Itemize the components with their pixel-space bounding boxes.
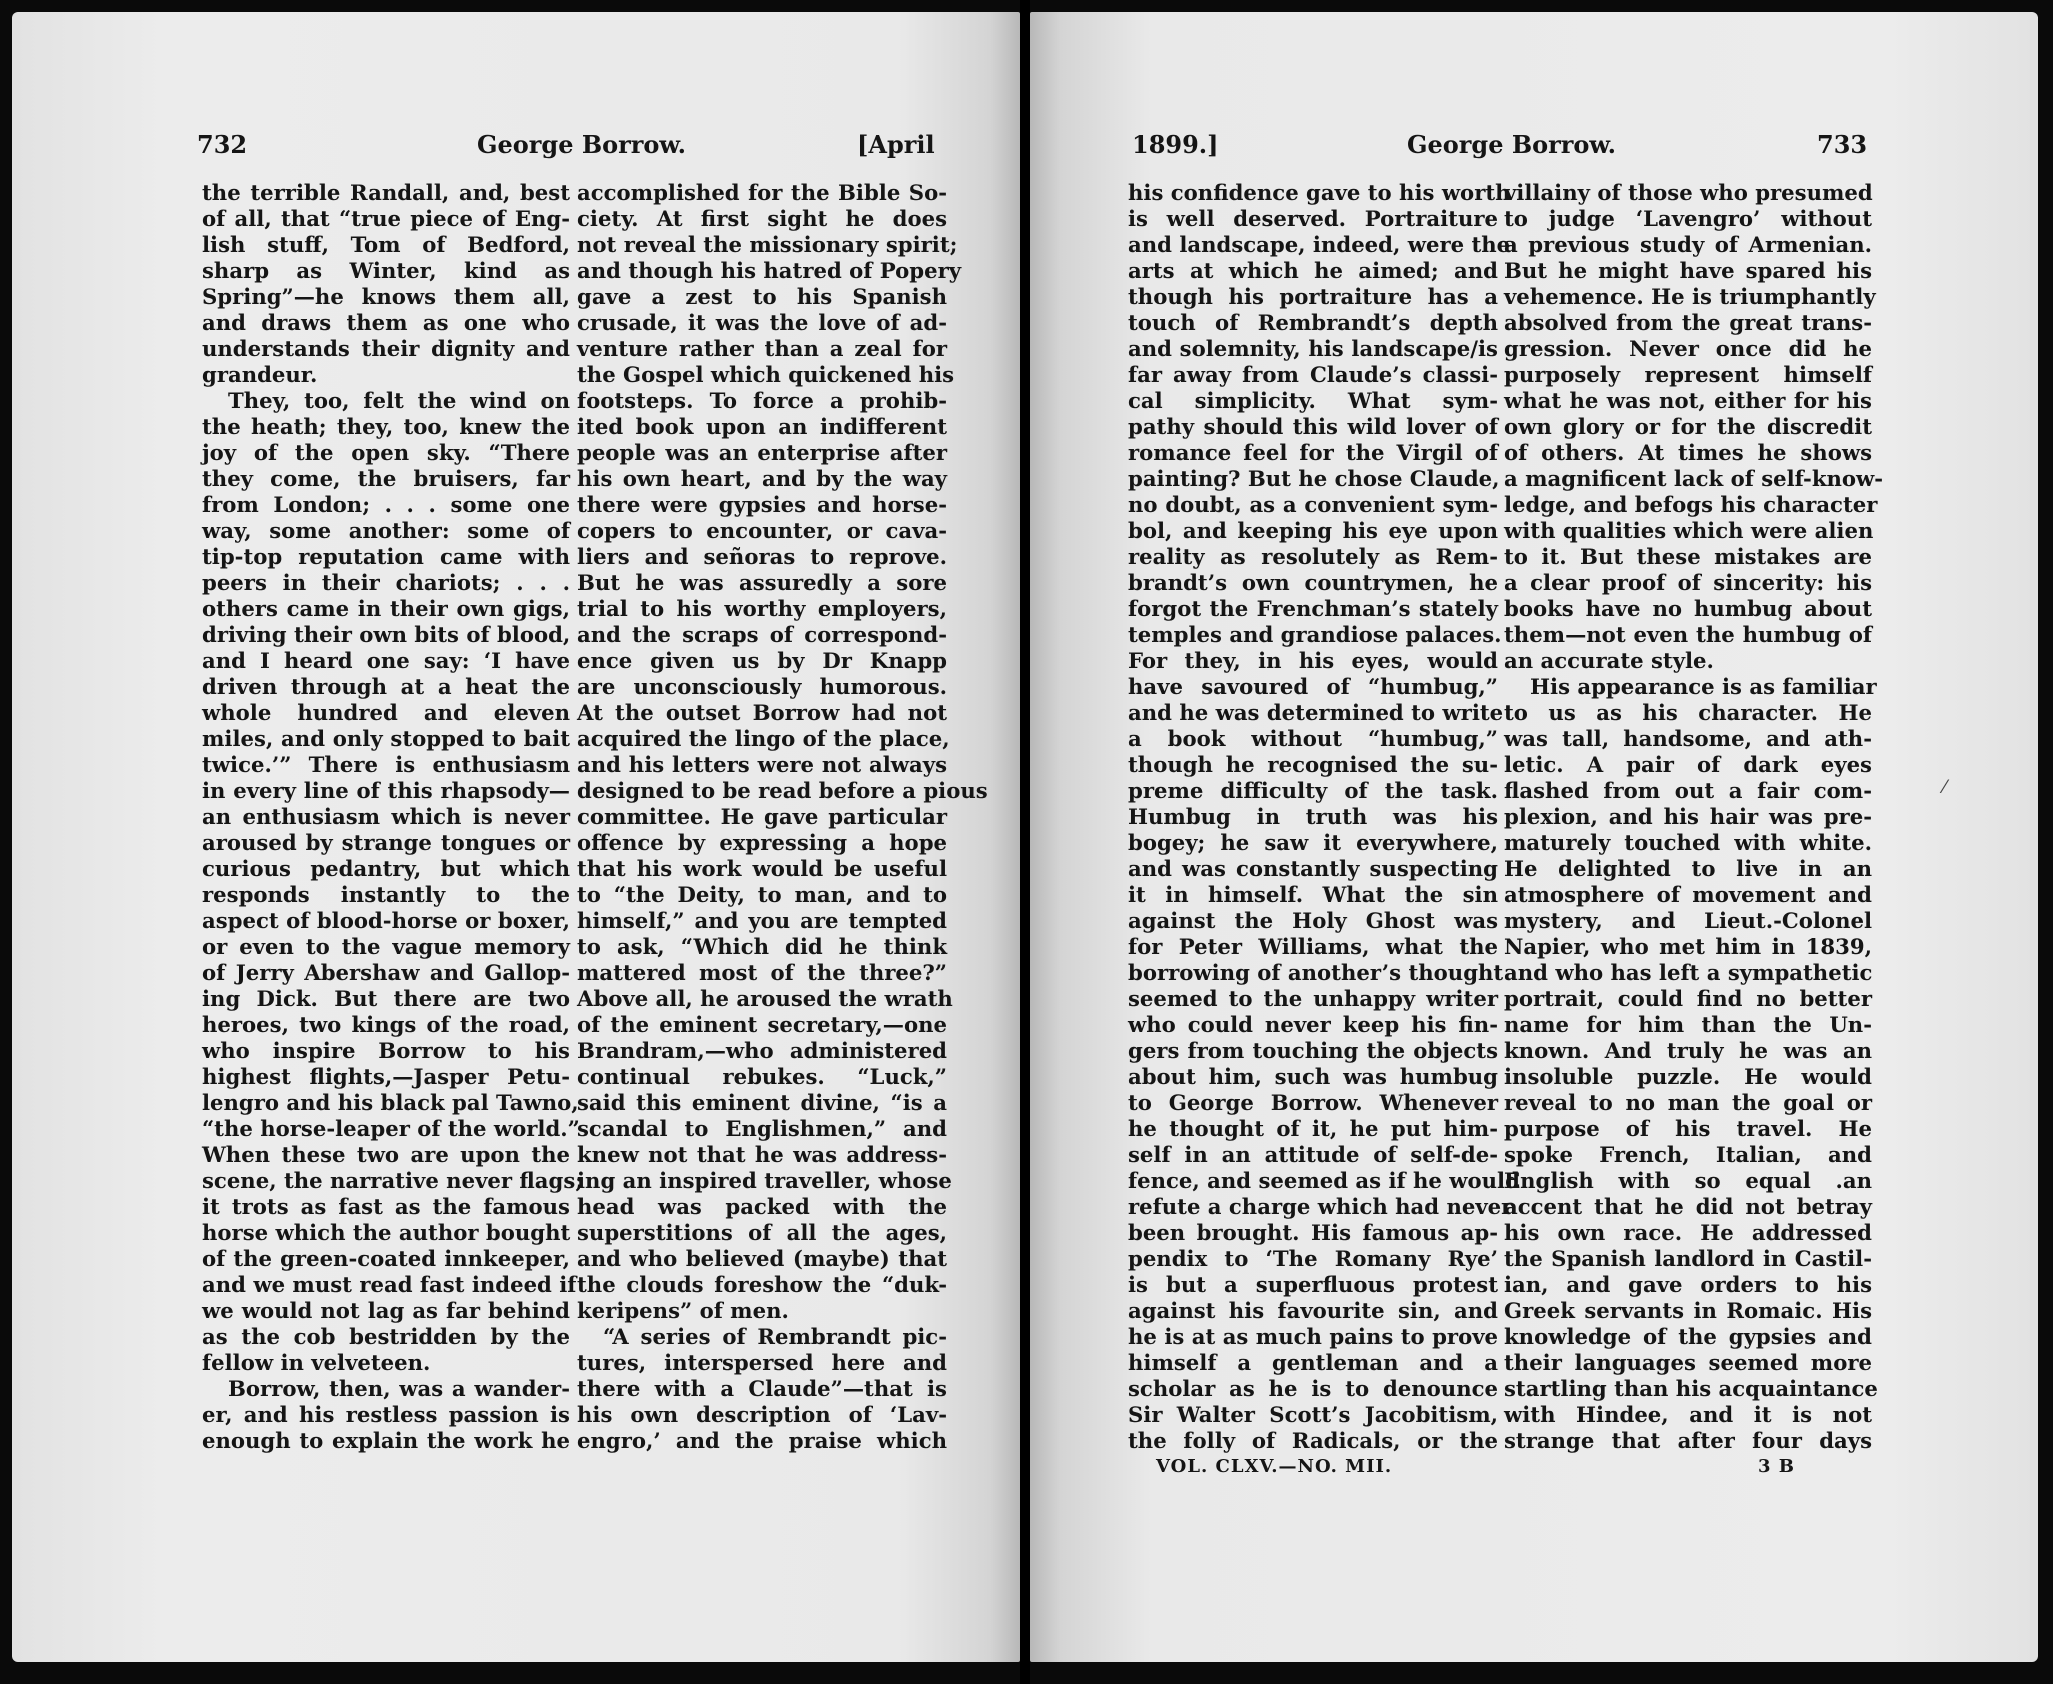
text-line: himself a gentleman and a [1128,1350,1498,1375]
text-line: knew not that he was address- [577,1142,947,1167]
page-number: 733 [1817,130,1868,159]
text-line: Spring”—he knows them all, [202,284,570,309]
text-line: for Peter Williams, what the [1128,934,1498,959]
text-line: there were gypsies and horse- [577,492,947,517]
text-line: been brought. His famous ap- [1128,1220,1498,1245]
text-line: name for him than the Un- [1504,1012,1872,1037]
text-line: borrowing of another’s thought [1128,960,1504,985]
text-line: refute a charge which had never [1128,1194,1513,1219]
text-line: grandeur. [202,362,318,387]
text-line: are unconsciously humorous. [577,674,947,699]
text-line: an enthusiasm which is never [202,804,570,829]
text-line: gers from touching the objects [1128,1038,1498,1063]
right-page [1030,12,2038,1662]
text-line: or even to the vague memory [202,934,570,959]
text-line: ing an inspired traveller, whose [577,1168,952,1193]
text-line: of all, that “true piece of Eng- [202,206,570,231]
text-line: romance feel for the Virgil of [1128,440,1498,465]
text-line: startling than his acquaintance [1504,1376,1878,1401]
text-line: purposely represent himself [1504,362,1872,387]
text-line: of the green-coated innkeeper, [202,1246,570,1271]
text-line: accomplished for the Bible So- [577,180,947,205]
text-line: offence by expressing a hope [577,830,947,855]
text-line: cal simplicity. What sym- [1128,388,1498,413]
text-line: his confidence gave to his worth [1128,180,1511,205]
text-line: maturely touched with white. [1504,830,1872,855]
text-line: scholar as he is to denounce [1128,1376,1498,1401]
text-line: painting? But he chose Claude, [1128,466,1500,491]
text-line: horse which the author bought [202,1220,571,1245]
text-line: to us as his character. He [1504,700,1872,725]
text-line: their languages seemed more [1504,1350,1872,1375]
text-line: seemed to the unhappy writer [1128,986,1498,1011]
text-line: purpose of his travel. He [1504,1116,1872,1141]
text-line: and was constantly suspecting [1128,856,1498,881]
text-line: and the scraps of correspond- [577,622,947,647]
text-line: said this eminent divine, “is a [577,1090,947,1115]
text-line: preme difficulty of the task. [1128,778,1498,803]
text-line: scandal to Englishmen,” and [577,1116,947,1141]
text-line: keripens” of men. [577,1298,789,1323]
text-line: and landscape, indeed, were the [1128,232,1511,257]
text-line: is but a superfluous protest [1128,1272,1498,1297]
text-line: way, some another: some of [202,518,570,543]
text-line: from London; . . . some one [202,492,570,517]
text-line: his own heart, and by the way [577,466,947,491]
running-date: 1899.] [1132,130,1219,159]
text-line: vehemence. He is triumphantly [1504,284,1876,309]
text-line: to George Borrow. Whenever [1128,1090,1498,1115]
text-line: bogey; he saw it everywhere, [1128,830,1498,855]
text-line: highest flights,—Jasper Petu- [202,1064,570,1089]
text-line: to “the Deity, to man, and to [577,882,947,907]
text-line: Greek servants in Romaic. His [1504,1298,1872,1323]
text-line: gave a zest to his Spanish [577,284,947,309]
text-line: forgot the Frenchman’s stately [1128,596,1498,621]
text-line: is well deserved. Portraiture [1128,206,1498,231]
text-line: engro,’ and the praise which [577,1428,947,1453]
text-column-1 [202,180,584,1454]
text-line: he thought of it, he put him- [1128,1116,1498,1141]
text-line: about him, such was humbug [1128,1064,1498,1089]
text-line: that his work would be useful [577,856,947,881]
text-line: ing Dick. But there are two [202,986,570,1011]
footer-volume: VOL. CLXV.—NO. MII. [1156,1456,1393,1477]
text-line: absolved from the great trans- [1504,310,1872,335]
text-line: Humbug in truth was his [1128,804,1498,829]
text-line: and we must read fast indeed if [202,1272,577,1297]
text-line: arts at which he aimed; and [1128,258,1498,283]
text-line: heroes, two kings of the road, [202,1012,570,1037]
text-line: who could never keep his fin- [1128,1012,1498,1037]
text-line: the Spanish landlord in Castil- [1504,1246,1872,1271]
text-line: peers in their chariots; . . . [202,570,570,595]
text-line: of others. At times he shows [1504,440,1872,465]
text-line: known. And truly he was an [1504,1038,1872,1063]
text-line: pathy should this wild lover of [1128,414,1498,439]
text-line: portrait, could find no better [1504,986,1872,1011]
text-line: fellow in velveteen. [202,1350,431,1375]
text-line: trial to his worthy employers, [577,596,947,621]
text-line: to it. But these mistakes are [1504,544,1872,569]
text-line: the folly of Radicals, or the [1128,1428,1498,1453]
text-line: a book without “humbug,” [1128,726,1498,751]
text-line: plexion, and his hair was pre- [1504,804,1872,829]
text-line: accent that he did not betray [1504,1194,1872,1219]
text-line: tures, interspersed here and [577,1350,947,1375]
text-line: a clear proof of sincerity: his [1504,570,1872,595]
text-line: an accurate style. [1504,648,1714,673]
text-column-1 [1128,180,1520,1454]
text-line: designed to be read before a pious [577,778,988,803]
text-line: committee. He gave particular [577,804,947,829]
text-line: them—not even the humbug of [1504,622,1872,647]
text-column-2 [577,180,988,1454]
text-line: he is at as much pains to prove [1128,1324,1498,1349]
text-line: the Gospel which quickened his [577,362,955,387]
text-line: understands their dignity and [202,336,570,361]
text-line: bol, and keeping his eye upon [1128,518,1498,543]
text-line: aroused by strange tongues or [202,830,570,855]
text-line: crusade, it was the love of ad- [577,310,947,335]
text-line: temples and grandiose palaces. [1128,622,1502,647]
text-line: books have no humbug about [1504,596,1872,621]
text-line: responds instantly to the [202,882,570,907]
text-line: enough to explain the work he [202,1428,570,1453]
text-line: letic. A pair of dark eyes [1504,752,1872,777]
running-date: [April [857,130,935,159]
text-line: and I heard one say: ‘I have [202,648,570,673]
text-line: driving their own bits of blood, [202,622,571,647]
text-line: the clouds foreshow the “duk- [577,1272,947,1297]
text-line: continual rebukes. “Luck,” [577,1064,947,1089]
text-line: English with so equal .an [1504,1168,1872,1193]
text-line: self in an attitude of self-de- [1128,1142,1498,1167]
text-line: His appearance is as familiar [1530,674,1877,699]
text-line: of the eminent secretary,—one [577,1012,947,1037]
text-line: miles, and only stopped to bait [202,726,570,751]
text-line: and he was determined to write [1128,700,1504,725]
text-line: spoke French, Italian, and [1504,1142,1872,1167]
text-line: it in himself. What the sin [1128,882,1498,907]
text-line: himself,” and you are tempted [577,908,947,933]
text-line: “A series of Rembrandt pic- [603,1324,947,1349]
text-line: was tall, handsome, and ath- [1504,726,1872,751]
text-line: as the cob bestridden by the [202,1324,570,1349]
text-line: er, and his restless passion is [202,1402,570,1427]
text-line: driven through at a heat the [202,674,570,699]
text-line: and though his hatred of Popery [577,258,962,283]
text-line: and solemnity, his landscape/is [1128,336,1498,361]
text-line: atmosphere of movement and [1504,882,1872,907]
text-line: whole hundred and eleven [202,700,570,725]
text-line: who inspire Borrow to his [202,1038,570,1063]
text-line: sharp as Winter, kind as [202,258,570,283]
text-line: But he was assuredly a sore [577,570,947,595]
text-line: venture rather than a zeal for [577,336,947,361]
text-line: copers to encounter, or cava- [577,518,947,543]
footer-signature: 3 B [1758,1456,1796,1477]
text-line: to judge ‘Lavengro’ without [1504,206,1872,231]
text-line: villainy of those who presumed [1504,180,1873,205]
text-line: He delighted to live in an [1504,856,1872,881]
text-line: with Hindee, and it is not [1504,1402,1872,1427]
text-line: brandt’s own countrymen, he [1128,570,1498,595]
text-line: ian, and gave orders to his [1504,1272,1872,1297]
text-line: what he was not, either for his [1504,388,1872,413]
text-line: they come, the bruisers, far [202,466,570,491]
text-line: Napier, who met him in 1839, [1504,934,1872,959]
text-line: reality as resolutely as Rem- [1128,544,1498,569]
page-number: 732 [197,130,248,159]
text-line: tip-top reputation came with [202,544,570,569]
text-line: far away from Claude’s classi- [1128,362,1498,387]
text-line: with qualities which were alien [1504,518,1874,543]
text-line: though he recognised the su- [1128,752,1498,777]
text-line: mattered most of the three?” [577,960,947,985]
text-line: the terrible Randall, and, best [202,180,570,205]
text-line: liers and señoras to reprove. [577,544,947,569]
text-line: superstitions of all the ages, [577,1220,947,1245]
text-line: knowledge of the gypsies and [1504,1324,1872,1349]
text-line: and his letters were not always [577,752,947,777]
text-line: and who believed (maybe) that [577,1246,947,1271]
text-line: and who has left a sympathetic [1504,960,1873,985]
text-column-2 [1504,180,1884,1454]
text-line: footsteps. To force a prohib- [577,388,947,413]
text-line: pendix to ‘The Romany Rye’ [1128,1246,1498,1271]
text-line: lish stuff, Tom of Bedford, [202,232,570,257]
text-line: ciety. At first sight he does [577,206,947,231]
text-line: mystery, and Lieut.-Colonel [1504,908,1872,933]
text-line: twice.’” There is enthusiasm [202,752,570,777]
text-line: no doubt, as a convenient sym- [1128,492,1498,517]
text-line: against his favourite sin, and [1128,1298,1498,1323]
text-line: Brandram,—who administered [577,1038,947,1063]
text-line: ence given us by Dr Knapp [577,648,947,673]
text-line: have savoured of “humbug,” [1128,674,1498,699]
text-line: joy of the open sky. “There [202,440,570,465]
text-line: aspect of blood-horse or boxer, [202,908,570,933]
text-line: Above all, he aroused the wrath [577,986,953,1011]
text-line: in every line of this rhapsody— [202,778,570,803]
pencil-mark: ⁄ [1943,777,1947,798]
text-line: people was an enterprise after [577,440,947,465]
text-line: scene, the narrative never flags; [202,1168,584,1193]
running-title: George Borrow. [1407,130,1617,159]
text-line: a magnificent lack of self-know- [1504,466,1884,491]
text-line: to ask, “Which did he think [577,934,947,959]
text-line: the heath; they, too, knew the [202,414,570,439]
text-line: own glory or for the discredit [1504,414,1872,439]
text-line: it trots as fast as the famous [202,1194,570,1219]
text-line: others came in their own gigs, [202,596,570,621]
text-line: Borrow, then, was a wander- [228,1376,570,1401]
text-line: against the Holy Ghost was [1128,908,1498,933]
text-line: At the outset Borrow had not [577,700,947,725]
text-line: For they, in his eyes, would [1128,648,1498,673]
text-line: Sir Walter Scott’s Jacobitism, [1128,1402,1498,1427]
text-line: his own description of ‘Lav- [577,1402,947,1427]
text-line: we would not lag as far behind [202,1298,570,1323]
text-line: not reveal the missionary spirit; [577,232,958,257]
text-line: flashed from out a fair com- [1504,778,1872,803]
left-page [12,12,1020,1662]
text-line: fence, and seemed as if he would [1128,1168,1520,1193]
text-line: a previous study of Armenian. [1504,232,1872,257]
text-line: strange that after four days [1504,1428,1872,1453]
text-line: lengro and his black pal Tawno, [202,1090,579,1115]
text-line: gression. Never once did he [1504,336,1872,361]
text-line: They, too, felt the wind on [228,388,570,413]
text-line: When these two are upon the [202,1142,570,1167]
book-gutter [1020,0,1030,1684]
running-title: George Borrow. [477,130,687,159]
text-line: ited book upon an indifferent [577,414,947,439]
text-line: “the horse-leaper of the world.” [202,1116,580,1141]
text-line: there with a Claude”—that is [577,1376,947,1401]
text-line: But he might have spared his [1504,258,1872,283]
text-line: of Jerry Abershaw and Gallop- [202,960,570,985]
text-line: touch of Rembrandt’s depth [1128,310,1498,335]
text-line: insoluble puzzle. He would [1504,1064,1872,1089]
text-line: ledge, and befogs his character [1504,492,1878,517]
text-line: and draws them as one who [202,310,570,335]
text-line: though his portraiture has a [1128,284,1498,309]
text-line: curious pedantry, but which [202,856,570,881]
text-line: reveal to no man the goal or [1504,1090,1872,1115]
text-line: his own race. He addressed [1504,1220,1872,1245]
text-line: acquired the lingo of the place, [577,726,950,751]
text-line: head was packed with the [577,1194,947,1219]
